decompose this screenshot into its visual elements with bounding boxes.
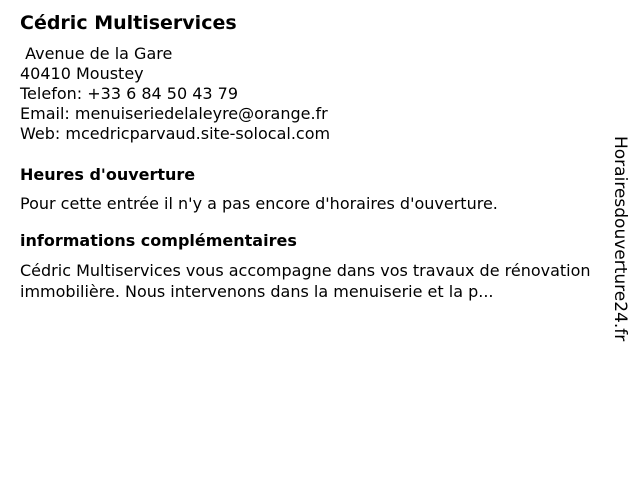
postal-city: 40410 Moustey	[20, 64, 144, 83]
business-details	[20, 10, 595, 302]
website: Web: mcedricparvaud.site-solocal.com	[20, 124, 331, 143]
business-name: Cédric Multiservices	[20, 12, 237, 34]
email-address: Email: menuiseriedelaleyre@orange.fr	[20, 104, 328, 123]
site-name-vertical: Horairesdouverture24.fr	[610, 136, 630, 342]
street-address: Avenue de la Gare	[20, 44, 173, 63]
additional-info-heading: informations complémentaires	[20, 231, 297, 250]
opening-hours-heading: Heures d'ouverture	[20, 165, 196, 184]
opening-hours-text: Pour cette entrée il n'y a pas encore d'horaires d'ouverture.	[20, 194, 498, 213]
phone-number: Telefon: +33 6 84 50 43 79	[20, 84, 239, 103]
additional-info-text: Cédric Multiservices vous accompagne dans vos travaux de rénovation immobilière. Nous intervenons dans la menuiserie et la p...	[20, 261, 591, 301]
